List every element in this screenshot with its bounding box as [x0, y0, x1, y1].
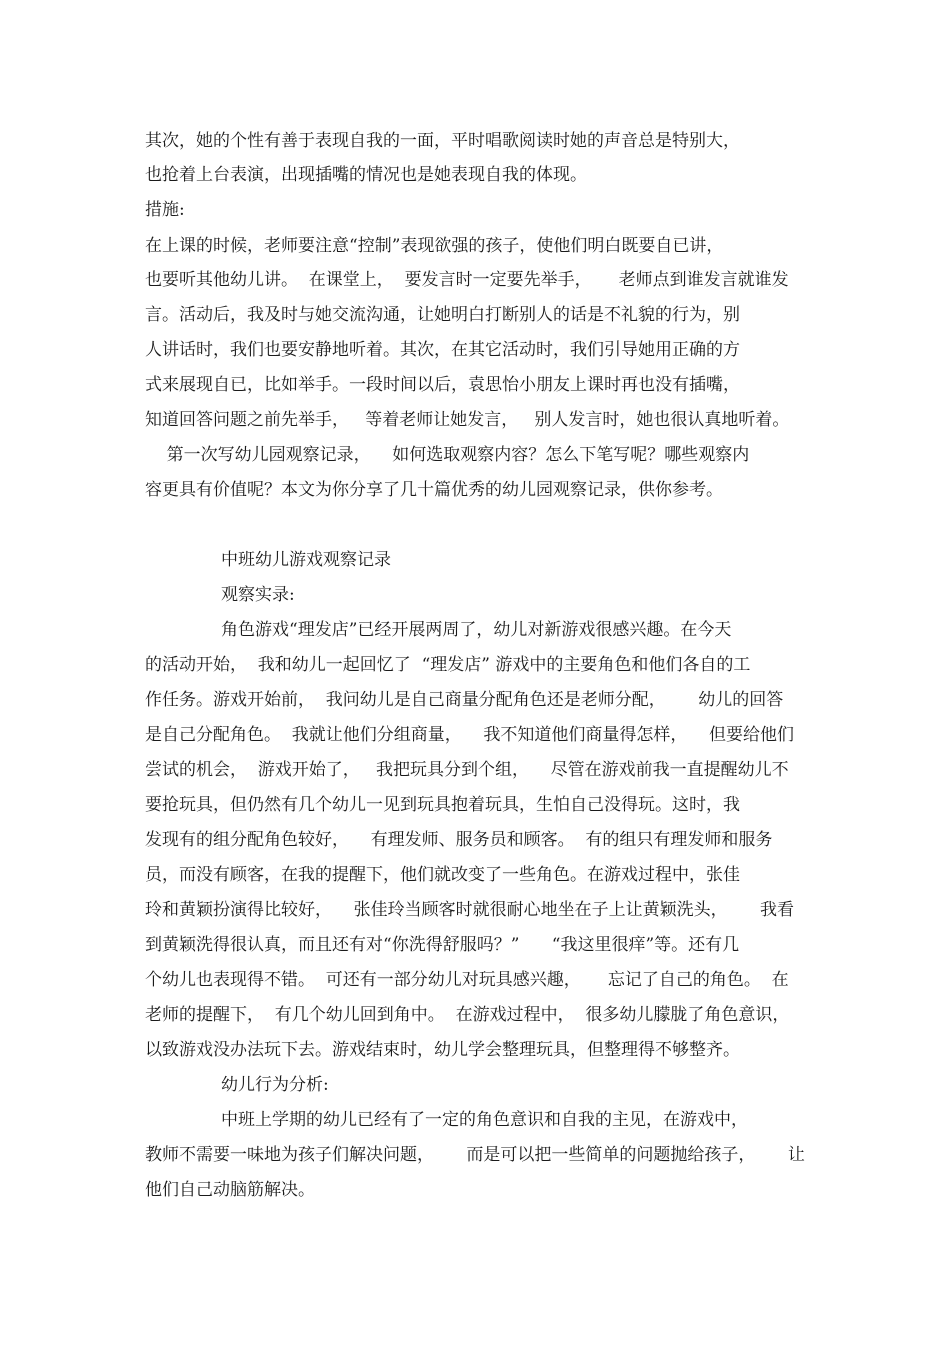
- text-line: 知道回答问题之前先举手， 等着老师让她发言， 别人发言时，她也很认真地听着。: [145, 410, 790, 430]
- text-line: 在上课的时候，老师要注意“控制”表现欲强的孩子，使他们明白既要自已讲，: [145, 236, 724, 256]
- text-line: 以致游戏没办法玩下去。游戏结束时，幼儿学会整理玩具，但整理得不够整齐。: [145, 1040, 740, 1060]
- text-line: 人讲话时，我们也要安静地听着。其次，在其它活动时，我们引导她用正确的方: [145, 340, 740, 360]
- section-title: 中班幼儿游戏观察记录: [221, 550, 391, 570]
- text-line: 角色游戏“理发店”已经开展两周了，幼儿对新游戏很感兴趣。在今天: [221, 620, 732, 640]
- measures-heading: 措施:: [145, 200, 185, 220]
- text-line: 到黄颖洗得很认真，而且还有对“你洗得舒服吗？” “我这里很痒”等。还有几: [145, 935, 740, 955]
- text-line: 中班上学期的幼儿已经有了一定的角色意识和自我的主见，在游戏中，: [221, 1110, 748, 1130]
- text-line: 容更具有价值呢？本文为你分享了几十篇优秀的幼儿园观察记录，供你参考。: [145, 480, 723, 500]
- text-line: 式来展现自已，比如举手。一段时间以后，袁思怡小朋友上课时再也没有插嘴，: [145, 375, 740, 395]
- text-line: 员，而没有顾客，在我的提醒下，他们就改变了一些角色。在游戏过程中，张佳: [145, 865, 740, 885]
- text-line: 也抢着上台表演，出现插嘴的情况也是她表现自我的体现。: [145, 165, 587, 185]
- text-line: 玲和黄颖扮演得比较好， 张佳玲当顾客时就很耐心地坐在子上让黄颖洗头， 我看: [145, 900, 795, 920]
- text-line: 尝试的机会， 游戏开始了， 我把玩具分到个组， 尽管在游戏前我一直提醒幼儿不: [145, 760, 789, 780]
- text-line: 教师不需要一味地为孩子们解决问题， 而是可以把一些简单的问题抛给孩子， 让: [145, 1145, 805, 1165]
- text-line: 其次，她的个性有善于表现自我的一面，平时唱歌阅读时她的声音总是特别大，: [145, 131, 740, 151]
- text-line: 发现有的组分配角色较好， 有理发师、服务员和顾客。 有的组只有理发师和服务: [145, 830, 773, 850]
- observation-heading: 观察实录:: [221, 585, 295, 605]
- text-line: 也要听其他幼儿讲。 在课堂上， 要发言时一定要先举手， 老师点到谁发言就谁发: [145, 270, 789, 290]
- text-line: 的活动开始， 我和幼儿一起回忆了 “理发店” 游戏中的主要角色和他们各自的工: [145, 655, 751, 675]
- text-line: 第一次写幼儿园观察记录， 如何选取观察内容？怎么下笔写呢？哪些观察内: [145, 445, 750, 465]
- text-line: 他们自己动脑筋解决。: [145, 1180, 315, 1200]
- text-line: 个幼儿也表现得不错。 可还有一部分幼儿对玩具感兴趣， 忘记了自己的角色。 在: [145, 970, 789, 990]
- text-line: 要抢玩具，但仍然有几个幼儿一见到玩具抱着玩具，生怕自己没得玩。这时，我: [145, 795, 740, 815]
- text-line: 老师的提醒下， 有几个幼儿回到角中。 在游戏过程中， 很多幼儿朦胧了角色意识，: [145, 1005, 790, 1025]
- analysis-heading: 幼儿行为分析:: [221, 1075, 329, 1095]
- text-line: 是自己分配角色。 我就让他们分组商量， 我不知道他们商量得怎样， 但要给他们: [145, 725, 795, 745]
- text-line: 作任务。游戏开始前， 我问幼儿是自己商量分配角色还是老师分配， 幼儿的回答: [145, 690, 784, 710]
- text-line: 言。活动后，我及时与她交流沟通，让她明白打断别人的话是不礼貌的行为，别: [145, 305, 740, 325]
